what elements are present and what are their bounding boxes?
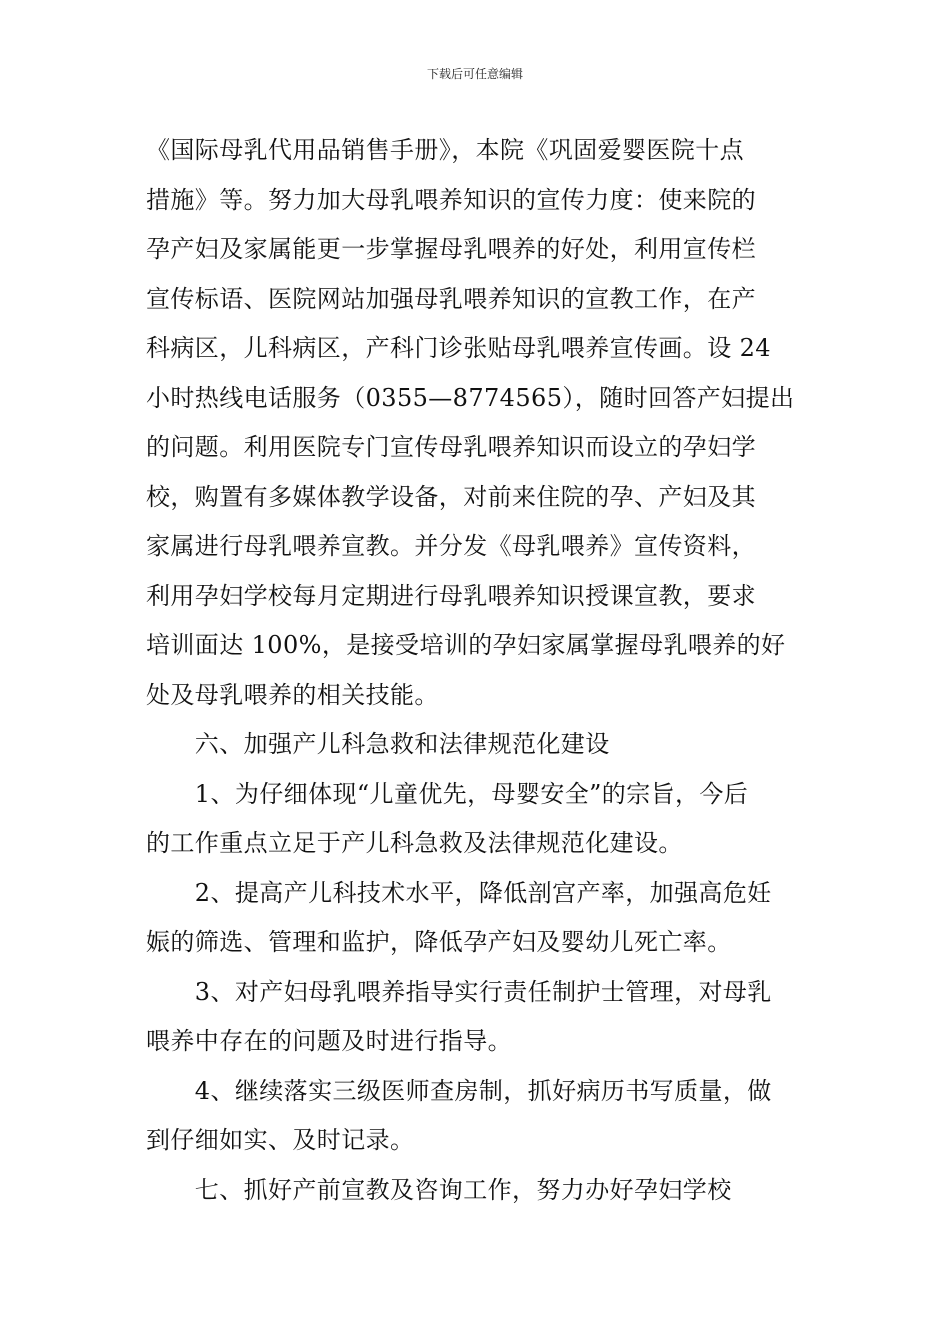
text-line: 到仔细如实、及时记录。 <box>146 1126 415 1154</box>
text-line: 宣传标语、医院网站加强母乳喂养知识的宣教工作，在产 <box>146 284 756 313</box>
text-line: 喂养中存在的问题及时进行指导。 <box>146 1027 512 1055</box>
text-line: 利用孕妇学校每月定期进行母乳喂养知识授课宣教，要求 <box>146 581 756 610</box>
section-heading: 六、加强产儿科急救和法律规范化建设 <box>146 730 610 758</box>
text-line: 培训面达 100%，是接受培训的孕妇家属掌握母乳喂养的好 <box>146 631 786 659</box>
text-line: 家属进行母乳喂养宣教。并分发《母乳喂养》宣传资料， <box>146 532 756 560</box>
text-line: 4、继续落实三级医师查房制，抓好病历书写质量，做 <box>146 1076 772 1105</box>
text-line: 孕产妇及家属能更一步掌握母乳喂养的好处，利用宣传栏 <box>146 235 756 263</box>
text-line: 1、为仔细体现“儿童优先，母婴安全”的宗旨，今后 <box>146 779 749 808</box>
text-line: 的问题。利用医院专门宣传母乳喂养知识而设立的孕妇学 <box>146 433 756 461</box>
section-heading: 七、抓好产前宣教及咨询工作，努力办好孕妇学校 <box>146 1175 732 1204</box>
text-line: 校，购置有多媒体教学设备，对前来住院的孕、产妇及其 <box>146 482 756 511</box>
text-line: 娠的筛选、管理和监护，降低孕产妇及婴幼儿死亡率。 <box>146 928 732 956</box>
document-body <box>146 126 808 1215</box>
text-line: 《国际母乳代用品销售手册》，本院《巩固爱婴医院十点 <box>146 136 744 164</box>
text-line: 处及母乳喂养的相关技能。 <box>146 680 439 709</box>
text-line: 2、提高产儿科技术水平，降低剖宫产率，加强高危妊 <box>146 878 772 907</box>
text-line: 科病区，儿科病区，产科门诊张贴母乳喂养宣传画。设 24 <box>146 334 771 362</box>
text-line: 措施》等。努力加大母乳喂养知识的宣传力度：使来院的 <box>146 185 756 214</box>
text-line: 3、对产妇母乳喂养指导实行责任制护士管理，对母乳 <box>146 977 772 1006</box>
text-line: 的工作重点立足于产儿科急救及法律规范化建设。 <box>146 829 683 857</box>
text-line: 小时热线电话服务（0355—8774565），随时回答产妇提出 <box>146 383 795 412</box>
page-header-note: 下载后可任意编辑 <box>426 67 523 81</box>
